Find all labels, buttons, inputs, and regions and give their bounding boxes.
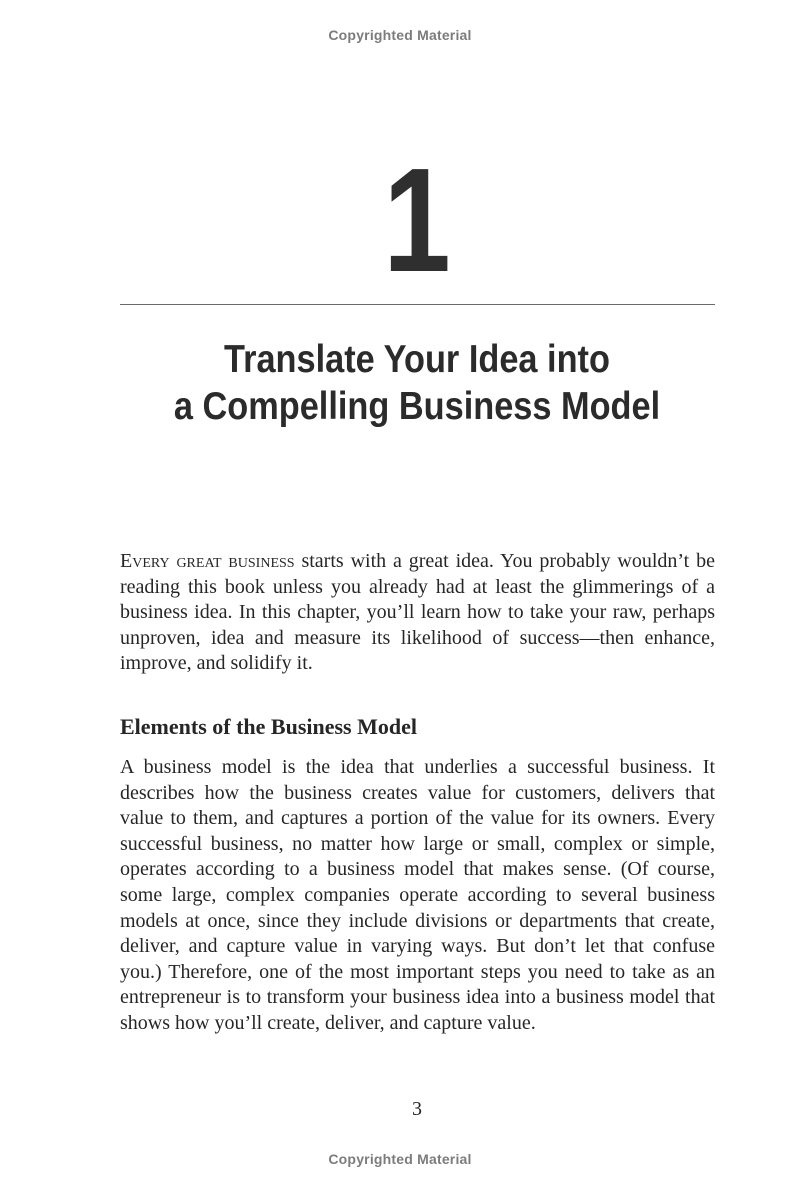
page-number: 3 (412, 1098, 422, 1120)
section-paragraph: A business model is the idea that underlies a successful business. It describes how the business creates value for customers, delivers that value to them, and captures a portion of the value for its owners. Every successful business, no matter how large or small, complex or simple, operates according to a business model that makes sense. (Of course, some large, complex companies operate according to several business models at once, since they include divisions or departments that create, deliver, and capture value in varying ways. But don’t let that confuse you.) Therefore, one of the most important steps you need to take as an entrepreneur is to transform your business idea into a business model that shows how you’ll create, deliver, and capture value. (120, 756, 715, 1034)
chapter-title (0, 336, 800, 430)
copyright-watermark-bottom: Copyrighted Material (328, 1151, 472, 1167)
intro-lead-in: Every great business (120, 550, 295, 572)
intro-paragraph (120, 549, 715, 677)
chapter-title-line-1: Translate Your Idea into (224, 338, 610, 381)
intro-text: starts with a great idea. You probably wouldn’t be reading this book unless you already had at least the glimmerings of a business idea. In this chapter, you’ll learn how to take your raw, perhaps unproven, idea and measure its likelihood of success—then enhance, improve, and solidify it. (120, 550, 715, 675)
chapter-title-line-2: a Compelling Business Model (173, 385, 661, 428)
section-heading: Elements of the Business Model (120, 714, 417, 739)
copyright-watermark-top: Copyrighted Material (328, 27, 472, 43)
chapter-number: 1 (383, 138, 451, 303)
chapter-divider (120, 304, 715, 305)
